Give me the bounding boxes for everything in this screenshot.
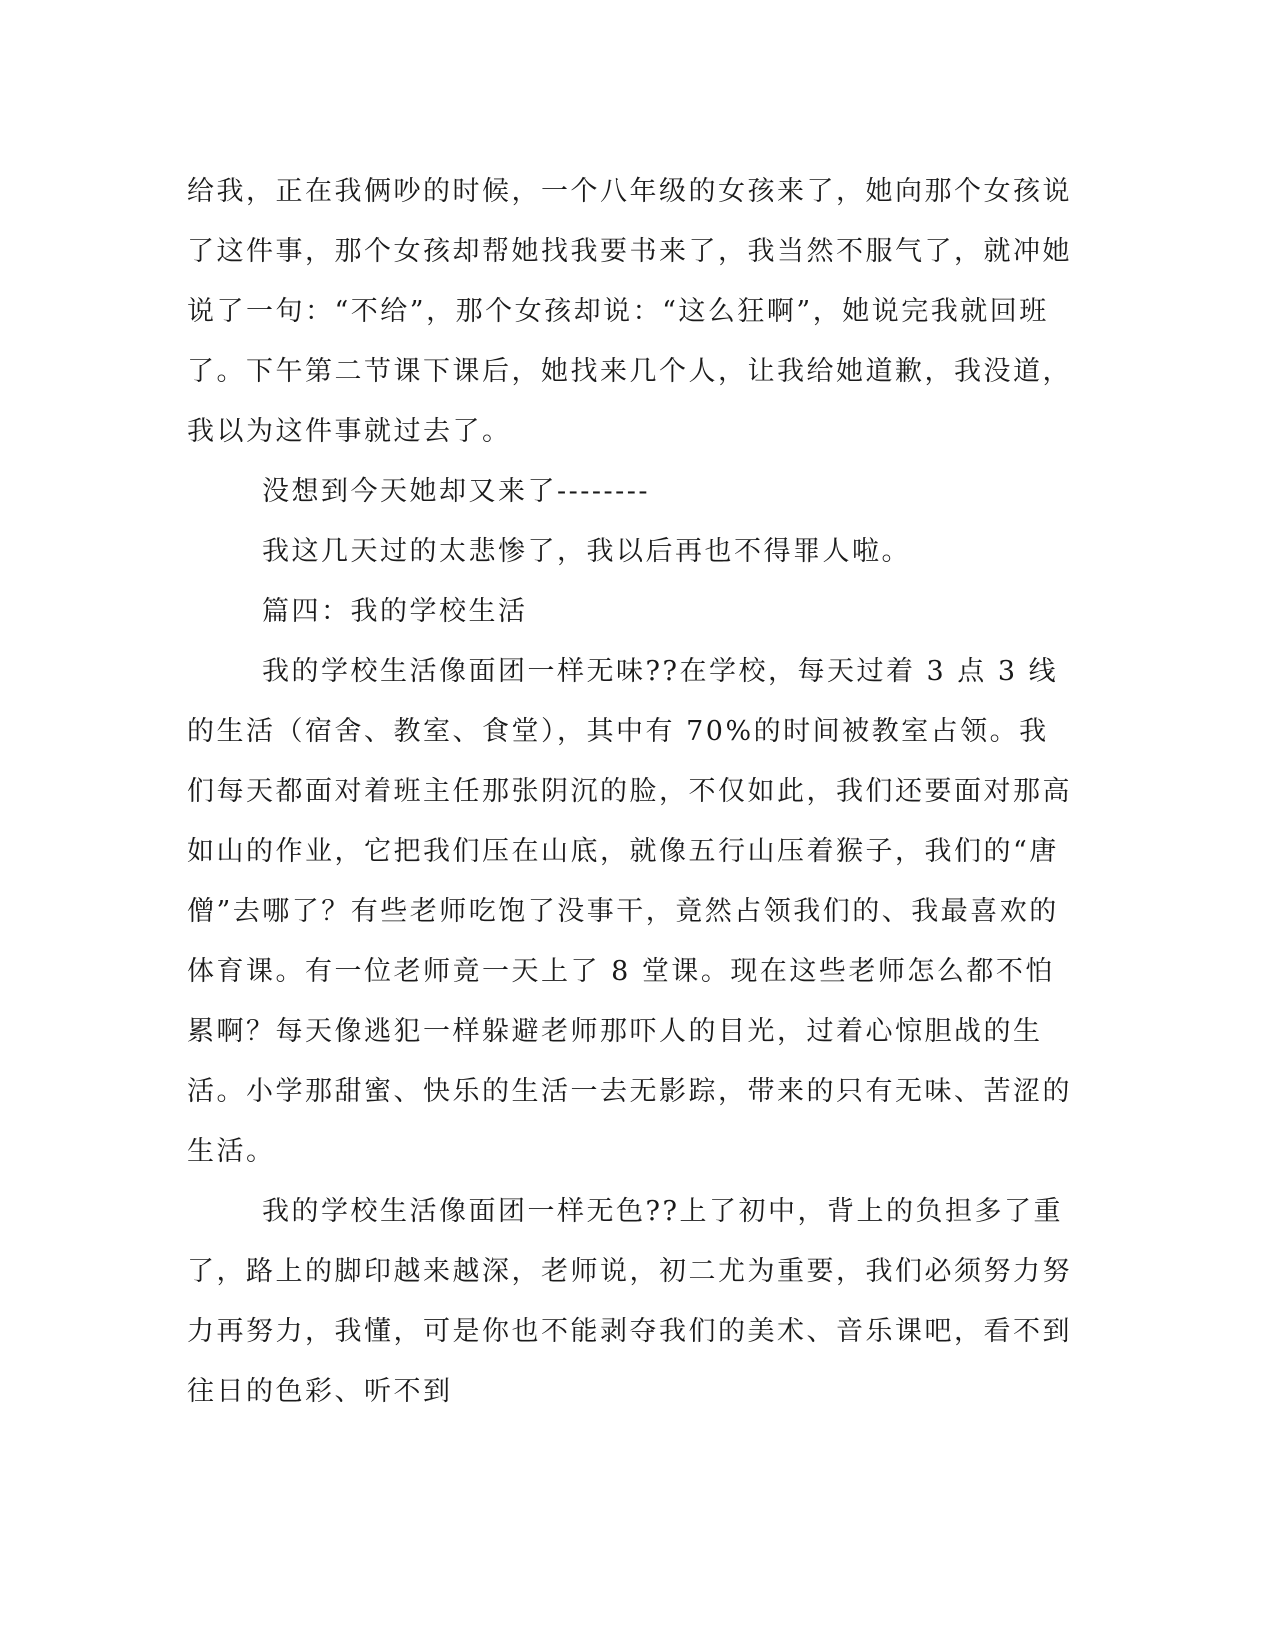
paragraph-body: 我的学校生活像面团一样无色??上了初中，背上的负担多了重了，路上的脚印越来越深，老师说，初二尤为重要，我们必须努力努力再努力，我懂，可是你也不能剥夺我们的美术、音乐课吧，看不到往日的色彩、听不到 [187, 1196, 1072, 1407]
paragraph-conclusion: 我这几天过的太悲惨了，我以后再也不得罪人啦。 [262, 536, 911, 567]
paragraph-ellipsis: 没想到今天她却又来了-------- [262, 476, 650, 507]
section-heading: 篇四：我的学校生活 [262, 596, 528, 627]
paragraph-continued: 给我，正在我俩吵的时候，一个八年级的女孩来了，她向那个女孩说了这件事，那个女孩却帮她找我要书来了，我当然不服气了，就冲她说了一句：“不给”，那个女孩却说：“这么狂啊”，她说完我就回班了。下午第二节课下课后，她找来几个人，让我给她道歉，我没道，我以为这件事就过去了。 [187, 176, 1072, 447]
paragraph-body: 我的学校生活像面团一样无味??在学校，每天过着 3 点 3 线的生活（宿舍、教室、食堂），其中有 70%的时间被教室占领。我们每天都面对着班主任那张阴沉的脸，不仅如此，我们还要面对那高如山的作业，它把我们压在山底，就像五行山压着猴子，我们的“唐僧”去哪了？有些老师吃饱了没事干，竟然占领我们的、我最喜欢的体育课。有一位老师竟一天上了 8 堂课。现在这些老师怎么都不怕累啊？每天像逃犯一样躲避老师那吓人的目光，过着心惊胆战的生活。小学那甜蜜、快乐的生活一去无影踪，带来的只有无味、苦涩的生活。 [187, 656, 1072, 1167]
document-body [187, 162, 1072, 1422]
